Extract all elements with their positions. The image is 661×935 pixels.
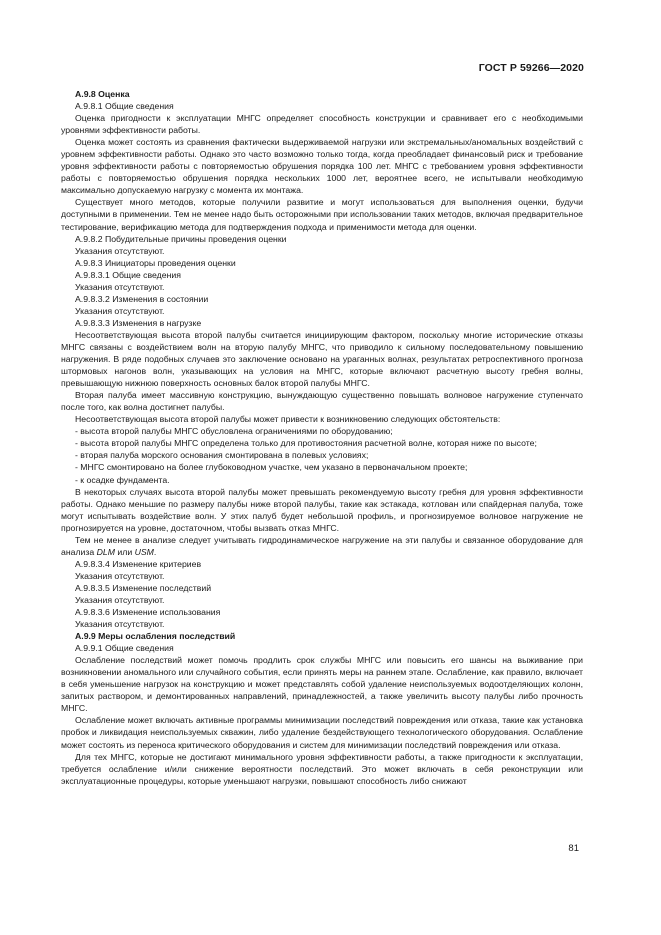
list-item: - высота второй палубы МНГС обусловлена ограничениями по оборудованию;	[75, 426, 393, 437]
paragraph: Ослабление может включать активные программы минимизации последствий повреждения или отказа, такие как установка пробок и ликвидация неиспользуемых скважин, либо удаление бездействующего технологического оборудования. Ослабление может состоять из переноса критического оборудования и систем для минимизации последствий повреждения или отказа.	[61, 715, 583, 750]
paragraph: Оценка может состоять из сравнения фактически выдерживаемой нагрузки или экстремальных/аномальных воздействий с уровнем эффективности работы. Однако это часто возможно только тогда, когда преобладает финансовый риск и требование уровня эффективности работы с повторяемостью обрушения порядка 100 лет. МНГС с требованием уровня эффективности работы с повторяемостью обрушения порядка нескольких 1000 лет, вероятнее всего, не испытывали необходимую максимально допускаемую нагрузку с момента их монтажа.	[61, 137, 583, 196]
subsection-heading: А.9.8.3.2 Изменения в состоянии	[75, 293, 209, 304]
paragraph: В некоторых случаях высота второй палубы может превышать рекомендуемую высоту гребня для уровня эффективности работы. Однако меньшие по размеру палубы ниже второй палубы, такие как эстакада, котлован или спайдерная палуба, тоже могут испытывать воздействие волн. У этих палуб будет небольшой профиль, и прогнозируемое волновое нагружение не прогнозируется на уровне, достаточном, чтобы вызвать отказ МНГС.	[61, 486, 583, 533]
document-body	[61, 88, 583, 787]
paragraph: Несоответствующая высота второй палубы может привести к возникновению следующих обстоятельств:	[75, 414, 501, 425]
note-text: Указания отсутствуют.	[75, 619, 165, 630]
note-text: Указания отсутствуют.	[75, 594, 165, 605]
list-item: - вторая палуба морского основания смонтирована в полевых условиях;	[75, 450, 369, 461]
subsection-heading: А.9.8.2 Побудительные причины проведения оценки	[75, 233, 287, 244]
method-name: DLM	[96, 546, 115, 557]
subsection-heading: А.9.8.3.5 Изменение последствий	[75, 582, 212, 593]
note-text: Указания отсутствуют.	[75, 245, 165, 256]
paragraph: Несоответствующая высота второй палубы считается инициирующим фактором, поскольку многие исторические отказы МНГС связаны с воздействием волн на вторую палубу МНГС, что приводило к сильному последовательному повышению нагружения. В ряде подобных случаев это заключение основано на ураганных волнах, результатах ретроспективного прогноза штормовых нагонов волн, указывающих на условия на МНГС, которые включают расчетную высоту гребня волны, превышающую нижнюю поверхность основных балок второй палубы МНГС.	[61, 329, 583, 389]
note-text: Указания отсутствуют.	[75, 305, 165, 316]
standard-designation: ГОСТ Р 59266—2020	[478, 62, 584, 74]
note-text: Указания отсутствуют.	[75, 281, 165, 292]
section-heading: А.9.9 Меры ослабления последствий	[75, 631, 236, 642]
paragraph-text: или	[117, 546, 133, 557]
paragraph: Оценка пригодности к эксплуатации МНГС определяет способность конструкции и сравнивает его с необходимыми уровнями эффективности работы.	[61, 113, 583, 136]
paragraph: Тем не менее в анализе следует учитывать гидродинамическое нагружение на эти палубы и связанное оборудование для анализа DLM или USM.	[61, 534, 583, 557]
subsection-heading: А.9.8.1 Общие сведения	[75, 101, 174, 112]
method-name: USM	[134, 546, 154, 557]
list-item: - к осадке фундамента.	[75, 474, 170, 485]
paragraph-text: Тем не менее в анализе следует учитывать гидродинамическое нагружение на эти палубы и связанное оборудование для анализа	[61, 534, 583, 557]
paragraph: Вторая палуба имеет массивную конструкцию, вынуждающую существенно повышать волновое нагружение ступенчато после того, как волна достигнет палубы.	[61, 390, 583, 413]
paragraph: Существует много методов, которые получили развитие и могут использоваться для выполнения оценки, будучи доступными в применении. Тем не менее надо быть осторожными при использовании таких методов, включая предварительное тестирование, верификацию метода для подтверждения подхода и применимости метода для оценки.	[61, 197, 583, 232]
subsection-heading: А.9.8.3.6 Изменение использования	[75, 607, 221, 618]
subsection-heading: А.9.8.3 Инициаторы проведения оценки	[75, 257, 236, 268]
paragraph: Для тех МНГС, которые не достигают минимального уровня эффективности работы, а также пригодности к эксплуатации, требуется ослабление и/или снижение вероятности последствий. Это может включать в себя реконструкции или эксплуатационные процедуры, которые уменьшают нагрузки, повышают способность либо снижают	[61, 751, 583, 786]
list-item: - высота второй палубы МНГС определена только для противостояния расчетной волне, которая ниже по высоте;	[75, 438, 537, 449]
list-item: - МНГС смонтировано на более глубоководном участке, чем указано в первоначальном проекте;	[75, 462, 468, 473]
subsection-heading: А.9.9.1 Общие сведения	[75, 643, 174, 654]
page-number: 81	[568, 843, 579, 854]
paragraph: Ослабление последствий может помочь продлить срок службы МНГС или повысить его шансы на выживание при возникновении аномального или случайного события, если принять меры на раннем этапе. Ослабление, как правило, включает в себя уменьшение нагрузок на конструкцию и может представлять собой удаление неиспользуемых водоотделяющих колонн, запитых раствором, и демонтированных направлений, принадлежностей, а также увеличить высоту палубы либо прочность МНГС.	[61, 655, 583, 714]
section-heading: А.9.8 Оценка	[75, 89, 130, 99]
subsection-heading: А.9.8.3.1 Общие сведения	[75, 269, 181, 280]
note-text: Указания отсутствуют.	[75, 570, 165, 581]
subsection-heading: А.9.8.3.3 Изменения в нагрузке	[75, 317, 202, 328]
subsection-heading: А.9.8.3.4 Изменение критериев	[75, 558, 202, 569]
